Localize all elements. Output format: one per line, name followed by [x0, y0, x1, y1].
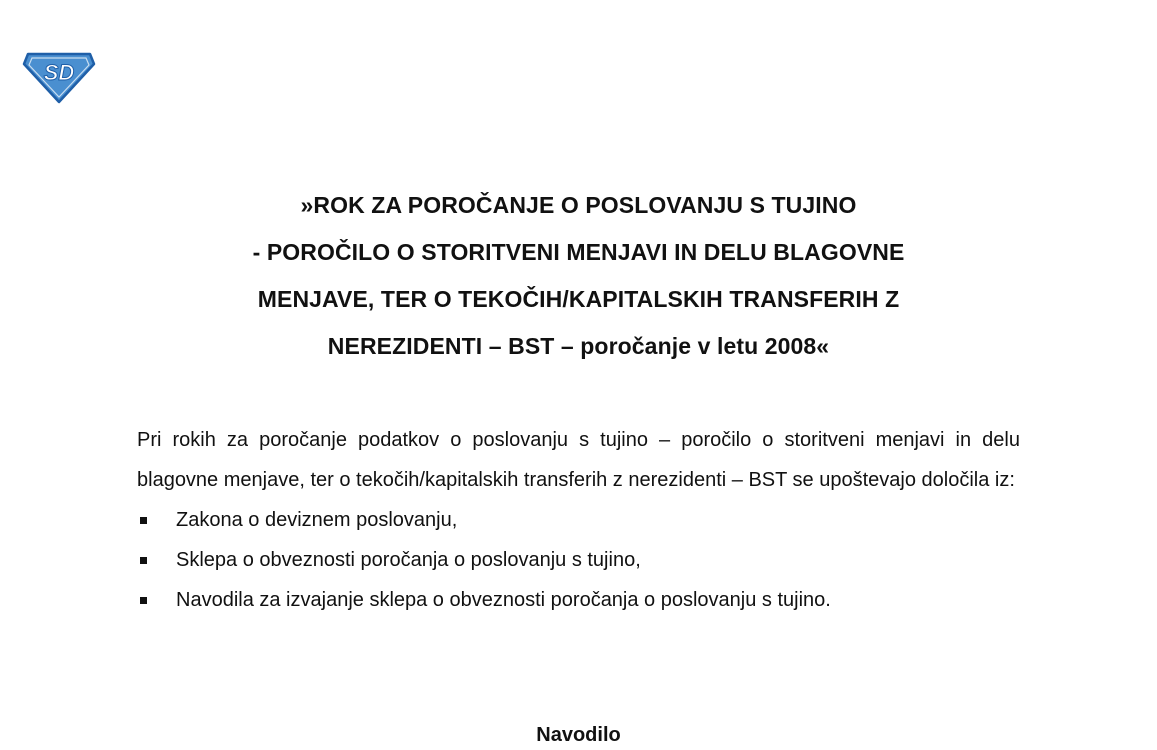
list-item [137, 500, 1020, 540]
title-line-2: - POROČILO O STORITVENI MENJAVI IN DELU BLAGOVNE [252, 239, 905, 265]
square-bullet-icon [140, 557, 147, 564]
intro-paragraph: Pri rokih za poročanje podatkov o poslovanju s tujino – poročilo o storitveni menjavi in delu blagovne menjave, ter o tekočih/kapitalskih transferih z nerezidenti – BST se upoštevajo določila iz: [137, 429, 1020, 491]
list-item-text: Sklepa o obveznosti poročanja o poslovanju s tujino, [176, 549, 641, 571]
list-item-text: Navodila za izvajanje sklepa o obveznosti poročanja o poslovanju s tujino. [176, 589, 831, 611]
section-heading: Navodilo [536, 724, 621, 746]
list-item-text: Zakona o deviznem poslovanju, [176, 509, 458, 531]
regulation-list [137, 500, 1020, 620]
title-line-3: MENJAVE, TER O TEKOČIH/KAPITALSKIH TRANSFERIH Z [257, 286, 900, 312]
logo-text: SD [43, 60, 75, 85]
list-item [137, 580, 1020, 620]
list-item [137, 540, 1020, 580]
title-line-1: »ROK ZA POROČANJE O POSLOVANJU S TUJINO [300, 192, 857, 218]
document-body [137, 420, 1020, 620]
square-bullet-icon [140, 597, 147, 604]
title-line-4: NEREZIDENTI – BST – poročanje v letu 2008« [327, 333, 830, 359]
square-bullet-icon [140, 517, 147, 524]
sd-logo-icon [22, 48, 96, 104]
document-title [0, 182, 1157, 370]
